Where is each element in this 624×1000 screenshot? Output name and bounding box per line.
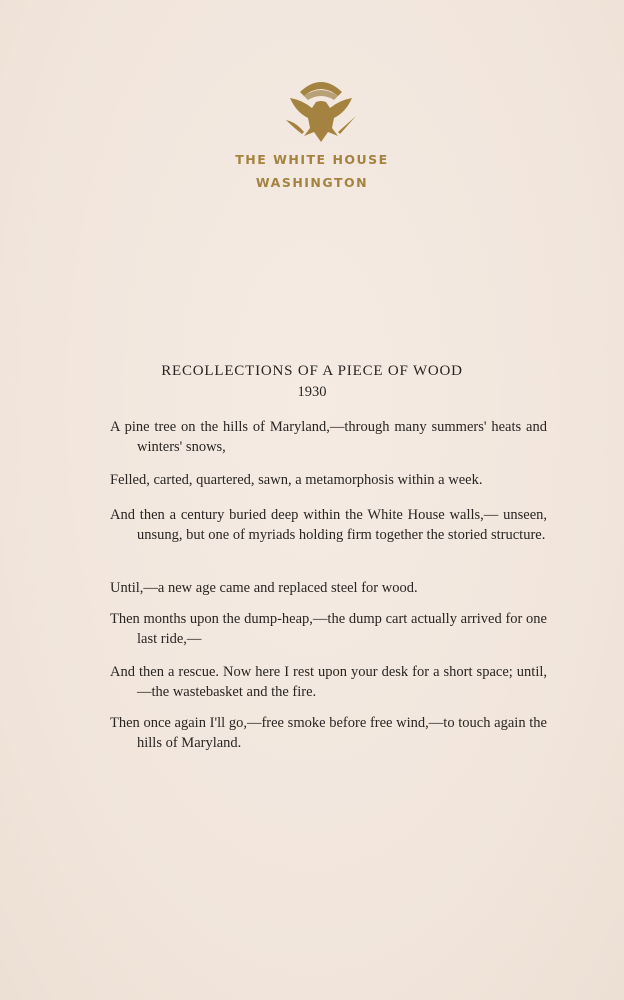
poem-title: RECOLLECTIONS OF A PIECE OF WOOD [161, 363, 463, 379]
poem-stanza: And then a rescue. Now here I rest upon your desk for a short space; until,—the wastebasket and the fire. [110, 664, 547, 700]
poem-stanza: Then once again I'll go,—free smoke before free wind,—to touch again the hills of Maryland. [110, 715, 547, 751]
poem-stanza: Until,—a new age came and replaced steel for wood. [110, 580, 418, 596]
poem-stanza: Then months upon the dump-heap,—the dump cart actually arrived for one last ride,— [110, 611, 547, 647]
presidential-eagle-seal-icon [282, 72, 360, 148]
poem-stanza: A pine tree on the hills of Maryland,—through many summers' heats and winters' snows, [110, 419, 547, 455]
poem-year: 1930 [297, 384, 327, 400]
poem-stanza: And then a century buried deep within the White House walls,— unseen, unsung, but one of myriads holding firm together the storied structure. [110, 507, 547, 543]
letterhead-location: WASHINGTON [255, 175, 369, 190]
poem-stanza: Felled, carted, quartered, sawn, a metamorphosis within a week. [110, 472, 483, 488]
letterhead-title: THE WHITE HOUSE [235, 152, 389, 167]
